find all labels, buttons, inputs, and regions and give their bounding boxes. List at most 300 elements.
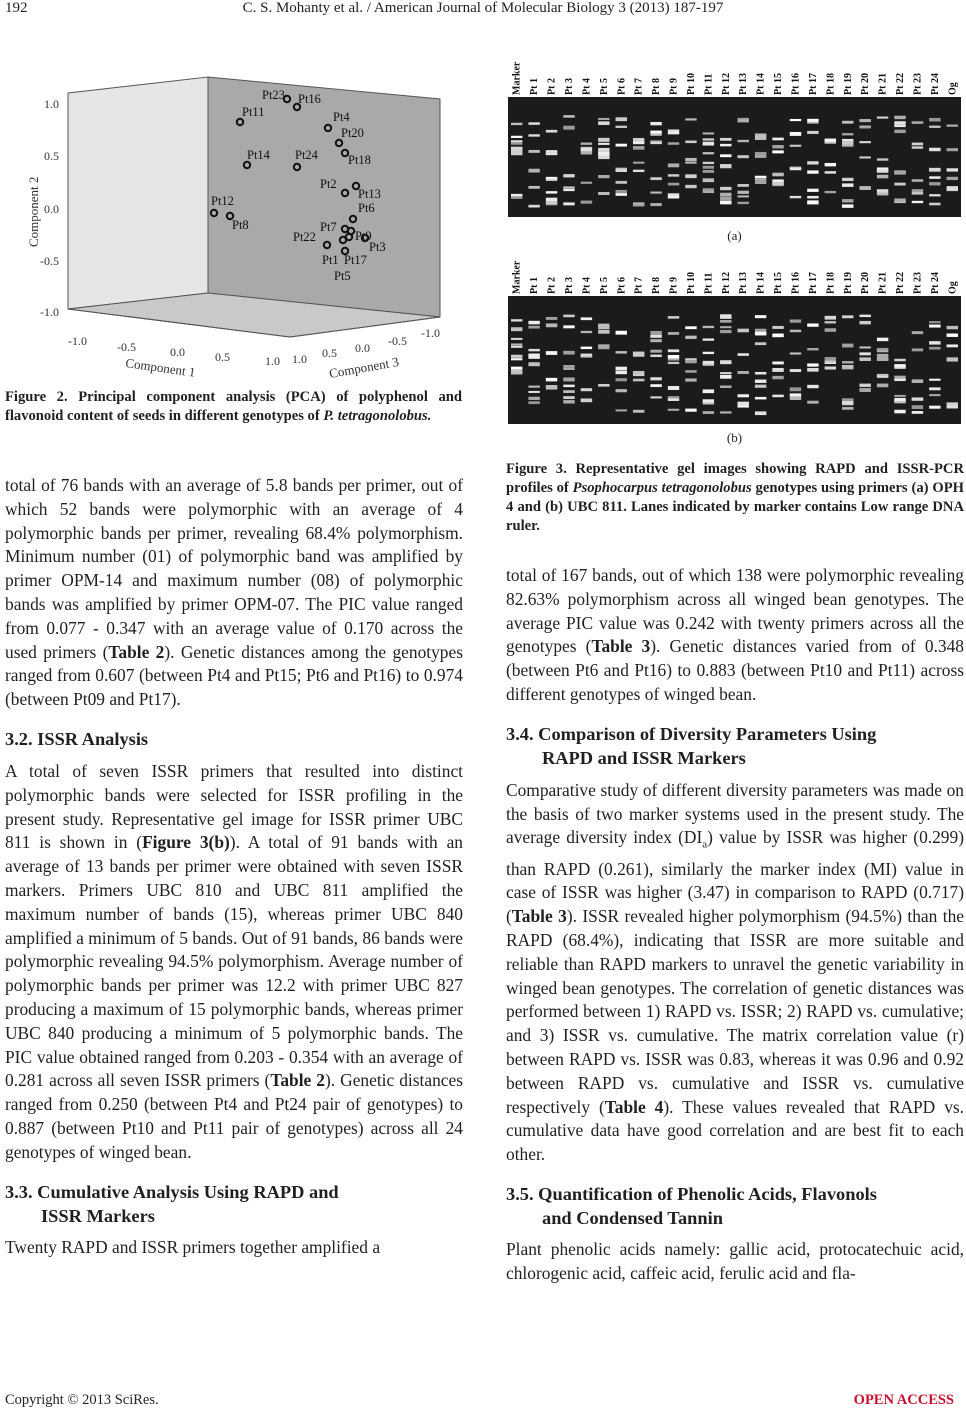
gel-band: [511, 147, 522, 150]
gel-band: [650, 203, 661, 206]
point-label: Pt9: [355, 229, 372, 243]
point-label: Pt11: [242, 105, 265, 119]
gel-band: [528, 386, 539, 388]
gel-band: [616, 378, 627, 381]
gel-band: [703, 338, 714, 340]
gel-lane-label: Pt 5: [598, 277, 610, 294]
gel-band: [825, 191, 836, 193]
gel-band: [929, 203, 940, 206]
gel-band: [581, 347, 592, 349]
point-label: Pt20: [341, 126, 364, 140]
gel-band: [563, 174, 574, 177]
gel-band: [755, 152, 766, 156]
gel-band: [598, 330, 609, 334]
gel-band: [563, 315, 574, 318]
gel-lane-label: Pt 19: [842, 73, 854, 95]
gel-band: [511, 338, 522, 340]
gel-band: [877, 348, 888, 350]
gel-band: [598, 121, 609, 125]
gel-band: [842, 133, 853, 135]
gel-band: [842, 199, 853, 202]
gel-band: [616, 190, 627, 193]
gel-band: [894, 121, 905, 125]
gel-band: [511, 327, 522, 331]
gel-band: [703, 152, 714, 154]
gel-band: [650, 396, 661, 398]
gel-band: [633, 170, 644, 172]
gel-band: [650, 350, 661, 353]
gel-band: [720, 330, 731, 333]
gel-band: [616, 170, 627, 172]
gel-band: [633, 162, 644, 164]
gel-lane-label: Pt 3: [563, 78, 575, 95]
gel-band: [668, 163, 679, 167]
gel-band: [755, 179, 766, 181]
gel-band: [616, 367, 627, 371]
gel-band: [528, 134, 539, 136]
gel-band: [668, 359, 679, 361]
gel-band: [877, 175, 888, 179]
gel-band: [685, 370, 696, 373]
gel-band: [511, 153, 522, 155]
gel-band: [877, 189, 888, 192]
point-label: Pt14: [247, 148, 270, 162]
gel-band: [581, 317, 592, 320]
gel-image-b: [508, 256, 961, 424]
gel-lane-label: Pt 7: [633, 78, 645, 95]
gel-band: [755, 372, 766, 375]
gel-band: [650, 192, 661, 194]
running-title: C. S. Mohanty et al. / American Journal of Molecular Biology 3 (2013) 187-197: [242, 0, 724, 16]
gel-band: [912, 146, 923, 148]
gel-band: [703, 352, 714, 354]
figure2-caption-text: Principal component analysis (PCA) of polyphenol and flavonoid content of seeds in different genotypes of: [5, 389, 462, 424]
gel-band: [703, 132, 714, 134]
gel-band: [703, 190, 714, 193]
gel-band: [598, 118, 609, 120]
gel-band: [738, 402, 749, 406]
gel-band: [598, 175, 609, 178]
gel-band: [912, 201, 923, 203]
gel-lane-label: Pt 1: [529, 277, 541, 294]
gel-band: [790, 369, 801, 372]
axis3-tick: -0.5: [388, 334, 407, 348]
gel-band: [755, 342, 766, 345]
gel-band: [720, 372, 731, 374]
gel-band: [947, 326, 958, 329]
point-label: Pt7: [320, 220, 337, 234]
gel-band: [738, 120, 749, 123]
gel-band: [894, 125, 905, 127]
gel-band: [668, 129, 679, 131]
gel-band: [511, 151, 522, 153]
gel-band: [894, 364, 905, 367]
point-label: Pt17: [344, 253, 367, 267]
gel-band: [720, 320, 731, 323]
gel-band: [633, 138, 644, 142]
gel-lane-label: Pt 20: [860, 272, 872, 294]
gel-band: [511, 140, 522, 142]
right-para-3: Plant phenolic acids namely: gallic acid, protocatechuic acid, chlorogenic acid, caffeic acid, ferulic acid and fla-: [506, 1239, 964, 1283]
gel-band: [772, 326, 783, 329]
gel-band: [755, 181, 766, 184]
gel-band: [581, 182, 592, 184]
gel-band: [738, 202, 749, 204]
figure3-caption: Figure 3. Representative gel images showing RAPD and ISSR-PCR profiles of Psophocarpus tetragonolobus genotypes using primers (a) OPH 4 and (b) UBC 811. Lanes indicated by marker contains Low range DNA ruler.: [506, 461, 964, 534]
gel-band: [720, 197, 731, 201]
gel-band: [738, 191, 749, 194]
gel-band: [772, 138, 783, 141]
gel-band: [685, 185, 696, 188]
gel-band: [703, 162, 714, 164]
right-para-2: Comparative study of different diversity parameters was made on the basis of two marker systems used in the present study. The average diversity index $(DI_a)$ value by ISSR was higher (0.299) than RAPD (0.261), similarly the marker index (MI) value in case of ISSR was higher (3.47) in comparison to RAPD (0.717) (Table 3). ISSR revealed higher polymorphism (94.5%) than the RAPD (68.4%), indicating that ISSR are more suitable and reliable than RAPD markers to unravel the genetic variability in winged bean genotypes. The correlation of genetic distances was performed between 1) RAPD vs. ISSR; 2) RAPD vs. cumulative; and 3) ISSR vs. cumulative. The matrix correlation value (r) between RAPD vs. ISSR was 0.83, whereas it was 0.96 and 0.92 between RAPD vs. cumulative and ISSR vs. cumulative respectively (Table 4). These values revealed that RAPD vs. cumulative data have good correlation and are best fit to each other.: [506, 779, 965, 1165]
gel-band: [528, 169, 539, 173]
gel-band: [929, 126, 940, 128]
gel-band: [546, 177, 557, 179]
gel-band: [668, 386, 679, 390]
gel-band: [738, 371, 749, 374]
gel-band: [825, 171, 836, 173]
gel-band: [598, 325, 609, 329]
gel-band: [790, 145, 801, 147]
gel-band: [563, 325, 574, 328]
gel-band: [720, 315, 731, 319]
gel-band: [616, 126, 627, 128]
gel-band: [825, 321, 836, 323]
gel-band: [859, 321, 870, 324]
gel-band: [581, 355, 592, 357]
gel-band: [894, 183, 905, 186]
gel-lane-label: Pt 19: [842, 272, 854, 294]
gel-band: [720, 138, 731, 141]
gel-band: [703, 361, 714, 364]
gel-band: [894, 198, 905, 202]
gel-band: [790, 119, 801, 121]
gel-band: [947, 177, 958, 180]
gel-band: [720, 164, 731, 166]
gel-band: [720, 411, 731, 413]
gel-lane-label: Pt 8: [651, 78, 663, 95]
gel-band: [633, 204, 644, 207]
gel-band: [528, 205, 539, 208]
gel-band: [929, 394, 940, 396]
gel-lane-label: Pt 14: [755, 73, 767, 95]
gel-band: [772, 395, 783, 398]
gel-band: [929, 176, 940, 178]
gel-band: [738, 353, 749, 356]
gel-band: [738, 155, 749, 158]
gel-band: [650, 339, 661, 342]
gel-band: [877, 170, 888, 173]
gel-band: [825, 316, 836, 320]
gel-band: [825, 328, 836, 332]
axis3-tick: 0.5: [322, 346, 337, 360]
left-para-2: A total of seven ISSR primers that resulted into distinct polymorphic bands were selected for ISSR profiling in the present study. Representative gel image for ISSR primer UBC 811 is shown in (Figure 3(b)). A total of 91 bands with an average of 13 bands per primer were obtained with seven ISSR markers. Primers UBC 810 and UBC 811 amplified the maximum number of bands (15), whereas primer UBC 840 amplified a minimum of 5 bands. Out of 91 bands, 86 bands were polymorphic revealing 94.5% polymorphism. Average number of polymorphic bands per primer was 12.2 with primer UBC 827 producing a maximum of 15 polymorphic bands, whereas primer UBC 840 producing a minimum of 5 polymorphic bands. The PIC value obtained ranged from 0.203 - 0.354 with an average of 0.281 across all seven ISSR primers (Table 2). Genetic distances ranged from 0.250 (between Pt4 and Pt24 pair of genotypes) to 0.887 (between Pt10 and Pt11 pair of genotypes) across all 24 genotypes of winged bean.: [5, 760, 463, 1162]
axis2-tick: 0.5: [44, 149, 59, 163]
gel-band: [703, 389, 714, 393]
gel-band: [616, 331, 627, 335]
gel-band: [772, 334, 783, 338]
gel-band: [877, 158, 888, 160]
gel-band: [685, 174, 696, 178]
gel-band: [685, 360, 696, 364]
gel-band: [738, 184, 749, 187]
gel-band: [616, 117, 627, 121]
gel-band: [947, 148, 958, 151]
gel-band: [825, 139, 836, 143]
gel-band: [842, 142, 853, 145]
gel-lane-label: Pt 3: [563, 277, 575, 294]
gel-band: [859, 141, 870, 143]
gel-band: [772, 173, 783, 177]
gel-band: [894, 171, 905, 175]
gel-band: [685, 409, 696, 412]
gel-band: [668, 193, 679, 196]
gel-band: [894, 376, 905, 379]
gel-band: [790, 393, 801, 396]
gel-band: [685, 162, 696, 164]
gel-band: [598, 384, 609, 387]
gel-band: [528, 401, 539, 404]
gel-band: [720, 375, 731, 379]
gel-band: [929, 118, 940, 122]
gel-band: [772, 150, 783, 153]
gel-band: [703, 178, 714, 182]
gel-lane-label: Pt 21: [877, 272, 889, 294]
gel-band: [511, 355, 522, 358]
gel-lane-label: Pt 5: [598, 78, 610, 95]
right-column: [506, 564, 964, 1286]
gel-band: [563, 115, 574, 117]
gel-band: [929, 182, 940, 185]
gel-image-a: [508, 55, 961, 217]
gel-band: [650, 122, 661, 125]
gel-band: [616, 144, 627, 147]
gel-band: [633, 371, 644, 374]
gel-band: [633, 410, 644, 413]
gel-band: [633, 146, 644, 150]
gel-band: [807, 200, 818, 204]
gel-band: [825, 163, 836, 166]
gel-band: [790, 330, 801, 333]
gel-band: [703, 326, 714, 328]
gel-band: [598, 192, 609, 195]
gel-band: [842, 178, 853, 181]
gel-band: [511, 319, 522, 321]
gel-band: [807, 119, 818, 122]
gel-lane-label: Pt 1: [529, 78, 541, 95]
gel-lane-label: Pt 13: [738, 73, 750, 95]
figure2-caption-species: P. tetragonolobus.: [323, 408, 432, 424]
gel-lane-label: Pt 15: [773, 73, 785, 95]
gel-band: [598, 138, 609, 142]
gel-band: [528, 326, 539, 329]
gel-band: [546, 130, 557, 133]
gel-band: [563, 390, 574, 393]
gel-band: [807, 161, 818, 164]
gel-band: [616, 371, 627, 374]
pca-3d-plot: [0, 55, 470, 385]
left-para-1: total of 76 bands with an average of 5.8 bands per primer, out of which 52 bands were polymorphic with an average of 4 polymorphic bands per primer, revealing 68.4% polymorphism. Minimum number (01) of polymorphic band was amplified by primer OPM-14 and maximum number (08) of polymorphic bands was amplified by primer OPM-07. The PIC value ranged from 0.077 - 0.347 with an average value of 0.170 across the used primers (Table 2). Genetic distances among the genotypes ranged from 0.607 (between Pt4 and Pt15; Pt6 and Pt16) to 0.974 (between Pt09 and Pt17).: [5, 475, 463, 710]
gel-band: [528, 362, 539, 366]
figure3-caption-species: Psophocarpus tetragonolobus: [572, 480, 752, 496]
gel-band: [738, 195, 749, 197]
gel-band: [912, 397, 923, 400]
gel-band: [511, 346, 522, 348]
gel-lane-label: Marker: [511, 260, 523, 294]
gel-band: [842, 361, 853, 363]
gel-band: [807, 196, 818, 199]
gel-band: [563, 202, 574, 205]
gel-band: [563, 385, 574, 387]
gel-band: [685, 326, 696, 329]
gel-band: [755, 385, 766, 388]
gel-band: [650, 355, 661, 357]
gel-band: [859, 186, 870, 190]
gel-band: [668, 409, 679, 411]
gel-band: [528, 321, 539, 325]
gel-band: [877, 374, 888, 377]
gel-lane-label: Pt 24: [929, 73, 941, 95]
gel-band: [546, 317, 557, 320]
gel-band: [947, 168, 958, 171]
gel-lane-label: Pt 10: [685, 73, 697, 95]
gel-band: [650, 131, 661, 134]
point-label: Pt18: [348, 153, 371, 167]
gel-band: [685, 141, 696, 144]
gel-band: [842, 183, 853, 186]
gel-band: [842, 344, 853, 348]
gel-lane-label: Og: [947, 82, 959, 95]
gel-band: [563, 351, 574, 355]
gel-band: [825, 357, 836, 360]
gel-band: [929, 379, 940, 381]
gel-band: [616, 409, 627, 411]
gel-band: [650, 177, 661, 180]
gel-band: [546, 385, 557, 389]
gel-lane-label: Marker: [511, 61, 523, 95]
gel-band: [528, 122, 539, 124]
gel-band: [912, 348, 923, 351]
gel-band: [703, 166, 714, 169]
gel-band: [528, 391, 539, 393]
gel-band: [807, 131, 818, 134]
gel-band: [511, 194, 522, 196]
gel-band: [755, 380, 766, 383]
gel-band: [755, 331, 766, 335]
gel-band: [720, 360, 731, 364]
gel-band: [650, 377, 661, 380]
figure2-caption-label: Figure 2.: [5, 389, 68, 405]
gel-band: [668, 131, 679, 134]
gel-band: [511, 136, 522, 138]
gel-band: [720, 386, 731, 389]
gel-band: [685, 336, 696, 339]
gel-band: [947, 357, 958, 361]
gel-band: [511, 123, 522, 125]
gel-band: [825, 366, 836, 369]
gel-band: [912, 405, 923, 409]
gel-band: [790, 396, 801, 400]
section-3-4-heading: 3.4. Comparison of Diversity Parameters Using RAPD and ISSR Markers: [506, 723, 877, 768]
gel-band: [807, 189, 818, 192]
gel-band: [581, 201, 592, 204]
left-para-3: Twenty RAPD and ISSR primers together amplified a: [5, 1236, 381, 1257]
gel-band: [894, 359, 905, 362]
gel-band: [894, 395, 905, 397]
point-label: Pt5: [334, 269, 351, 283]
gel-band: [616, 351, 627, 353]
gel-band: [807, 323, 818, 326]
gel-band: [650, 142, 661, 144]
gel-lane-label: Pt 22: [895, 73, 907, 95]
gel-band: [790, 132, 801, 136]
gel-band: [842, 401, 853, 405]
gel-band: [703, 170, 714, 173]
gel-band: [859, 156, 870, 158]
gel-band: [929, 325, 940, 328]
gel-band: [772, 376, 783, 379]
gel-lane-label: Pt 22: [895, 272, 907, 294]
gel-band: [772, 182, 783, 185]
axis1-tick: 0.0: [170, 345, 185, 359]
gel-band: [947, 344, 958, 347]
gel-band: [912, 179, 923, 182]
gel-band: [563, 396, 574, 399]
right-para-1: total of 167 bands, out of which 138 were polymorphic revealing 82.63% polymorphism across all winged bean genotypes. The average PIC value was 0.242 with twenty primers across all the genotypes (Table 3). Genetic distances varied from of 0.348 (between Pt6 and Pt16) to 0.883 (between Pt10 and Pt11) across different genotypes of winged bean.: [506, 565, 965, 704]
gel-band: [929, 194, 940, 196]
axis1-label: Component 1: [124, 355, 197, 380]
gel-lane-label: Pt 9: [668, 78, 680, 95]
gel-lane-label: Pt 16: [790, 272, 802, 294]
gel-band: [929, 168, 940, 172]
gel-band: [842, 407, 853, 410]
gel-lane-label: Pt 24: [929, 272, 941, 294]
gel-band: [912, 122, 923, 124]
gel-band: [668, 332, 679, 335]
gel-lane-label: Pt 12: [720, 73, 732, 95]
gel-band: [755, 397, 766, 400]
gel-band: [616, 389, 627, 392]
gel-band: [755, 411, 766, 415]
gel-band: [528, 150, 539, 153]
gel-band: [772, 361, 783, 364]
gel-band: [546, 378, 557, 382]
axis1-tick: 0.5: [215, 350, 230, 364]
gel-band: [912, 143, 923, 146]
gel-band: [859, 126, 870, 128]
gel-band: [877, 167, 888, 169]
gel-band: [650, 384, 661, 387]
point-label: Pt6: [358, 201, 375, 215]
point-label: Pt16: [298, 92, 321, 106]
gel-band: [598, 155, 609, 159]
gel-lane-label: Pt 18: [825, 73, 837, 95]
gel-band: [894, 116, 905, 119]
gel-band: [668, 362, 679, 364]
gel-lane-label: Pt 12: [720, 272, 732, 294]
gel-band: [912, 411, 923, 414]
point-label: Pt8: [232, 218, 249, 232]
gel-band: [894, 410, 905, 414]
gel-band: [929, 406, 940, 409]
gel-lane-label: Pt 4: [581, 78, 593, 95]
gel-band: [877, 116, 888, 118]
gel-band: [563, 365, 574, 368]
gel-band: [581, 151, 592, 154]
left-column: [5, 474, 463, 1259]
gel-lane-label: Pt 21: [877, 73, 889, 95]
